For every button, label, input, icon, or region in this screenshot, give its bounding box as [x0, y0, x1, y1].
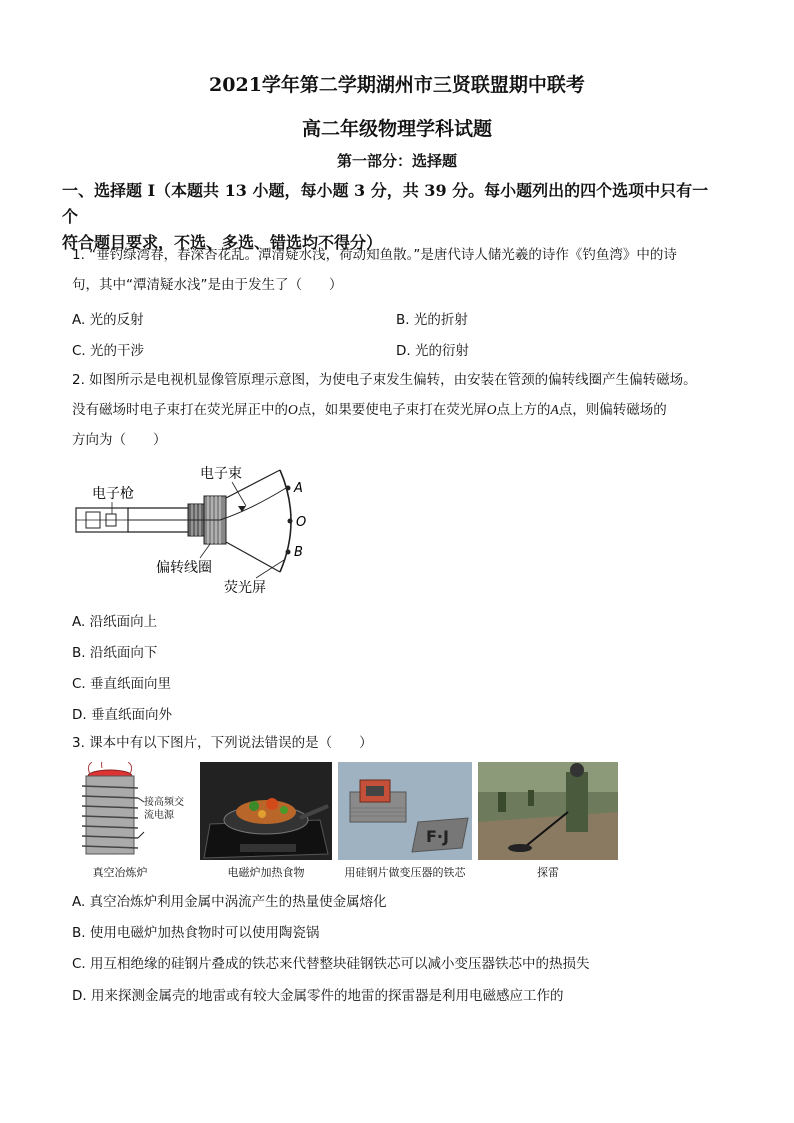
- q3-option-b: B. 使用电磁炉加热食物时可以使用陶瓷锅: [72, 925, 320, 941]
- q1-option-c: C. 光的干涉: [72, 343, 145, 359]
- q1-option-a: A. 光的反射: [72, 312, 144, 328]
- fig2-caption: 电磁炉加热食物: [227, 866, 305, 879]
- q2-line2: [72, 395, 732, 425]
- fig1-caption: 真空冶炼炉: [92, 866, 148, 879]
- point-o-ref: O: [288, 402, 298, 417]
- exam-subtitle: 高二年级物理学科试题: [301, 118, 492, 140]
- label-electron-beam: 电子束: [200, 466, 242, 482]
- question-1: [72, 240, 732, 300]
- section-heading-line2: 符合题目要求，不选、多选、错选均不得分）: [62, 233, 383, 252]
- q2-line3: 方向为（ ）: [72, 432, 167, 448]
- transformer-core-figure: [338, 762, 472, 860]
- q2-option-c: C. 垂直纸面向里: [72, 676, 172, 692]
- svg-text:F·J: F·J: [426, 827, 449, 846]
- vacuum-furnace-figure: [72, 762, 190, 858]
- section-heading-line1: 一、选择题 I（本题共 13 小题，每小题 3 分，共 39 分。每小题列出的四个选项中只有一个: [62, 181, 709, 226]
- label-deflection-coil: 偏转线圈: [156, 560, 212, 576]
- mine-detector-figure: [478, 762, 618, 860]
- point-o-ref-2: O: [486, 402, 497, 417]
- furnace-label: 接高频交流电源: [144, 797, 184, 821]
- q1-line1: 1. “垂钓绿湾春，春深杏花乱。潭清疑水浅，荷动知鱼散。”是唐代诗人储光羲的诗作《钓鱼湾》中的诗: [72, 247, 677, 263]
- q1-line2: 句，其中“潭清疑水浅”是由于发生了（ ）: [72, 277, 343, 293]
- label-o: O: [296, 515, 307, 530]
- point-b: [286, 550, 291, 555]
- label-electron-gun: 电子枪: [92, 486, 134, 502]
- induction-cooker-figure: [200, 762, 332, 860]
- exam-title: 2021学年第二学期湖州市三贤联盟期中联考: [209, 74, 585, 96]
- point-a-ref: A: [550, 402, 559, 417]
- q2-option-a: A. 沿纸面向上: [72, 614, 158, 630]
- fig4-caption: 探雷: [537, 866, 559, 879]
- point-o: [288, 519, 293, 524]
- q1-option-b: B. 光的折射: [396, 312, 468, 328]
- q3-option-a: A. 真空冶炼炉利用金属中涡流产生的热量使金属熔化: [72, 894, 387, 910]
- q2-line2-text-a: 没有磁场时电子束打在荧光屏正中的: [72, 402, 288, 418]
- point-a: [286, 486, 291, 491]
- label-screen: 荧光屏: [224, 580, 266, 596]
- part-heading: 第一部分：选择题: [336, 152, 457, 170]
- q2-option-d: D. 垂直纸面向外: [72, 707, 172, 723]
- label-b: B: [294, 545, 303, 560]
- crt-diagram: [70, 460, 330, 600]
- q2-line1: 2. 如图所示是电视机显像管原理示意图，为使电子束发生偏转，由安装在管颈的偏转线圈产生偏转磁场。: [72, 372, 697, 388]
- fig3-caption: 用硅钢片做变压器的铁芯: [344, 866, 466, 879]
- question-2: [72, 365, 732, 455]
- q3-option-c: C. 用互相绝缘的硅钢片叠成的铁芯来代替整块硅钢铁芯可以减小变压器铁芯中的热损失: [72, 956, 590, 972]
- q2-line2-text-c: 点，如果要使电子束打在荧光屏: [297, 402, 487, 418]
- q1-option-d: D. 光的衍射: [396, 343, 469, 359]
- q2-line2-text-e: 点上方的: [496, 402, 551, 418]
- label-a: A: [294, 481, 303, 496]
- q2-line2-text-g: 点，则偏转磁场的: [558, 402, 667, 418]
- q2-option-b: B. 沿纸面向下: [72, 645, 158, 661]
- question-3: 3. 课本中有以下图片，下列说法错误的是（ ）: [72, 735, 373, 751]
- q3-option-d: D. 用来探测金属壳的地雷或有较大金属零件的地雷的探雷器是利用电磁感应工作的: [72, 988, 564, 1004]
